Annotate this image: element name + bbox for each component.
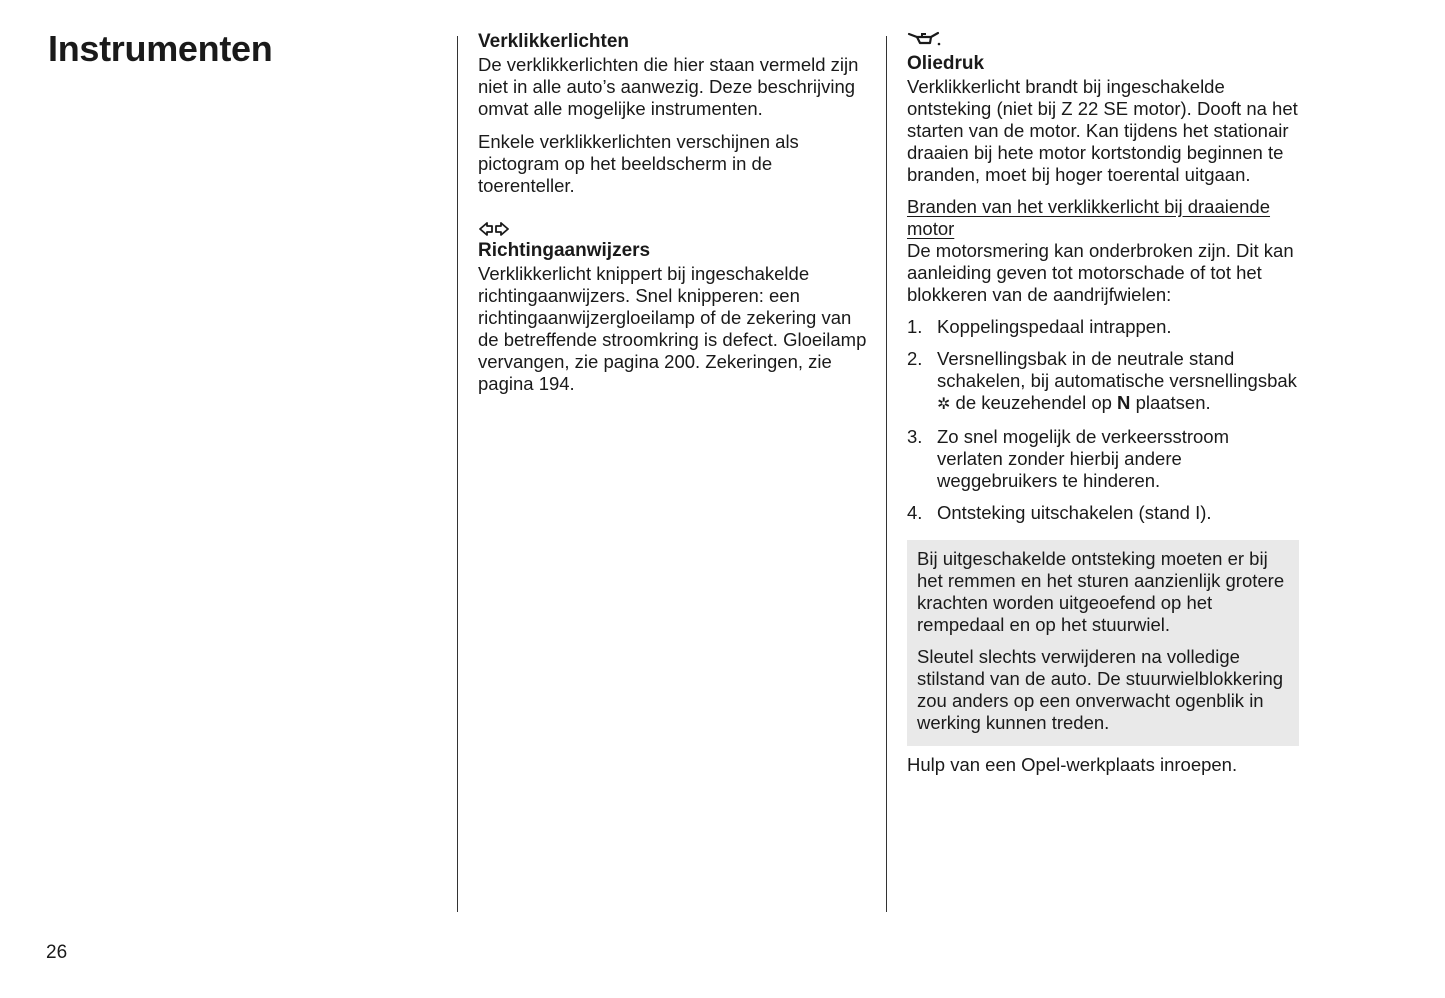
page-title: Instrumenten	[48, 28, 273, 69]
section-heading-oliedruk: Oliedruk	[907, 53, 985, 74]
closing-instruction: Hulp van een Opel-werkplaats inroepen.	[907, 754, 1238, 775]
oil-pressure-text: Verklikkerlicht brandt bij ingeschakelde ontsteking (niet bij Z 22 SE motor). Dooft na het starten van de motor. Kan tijdens het stationair draaien bij hete motor kortstondig beginnen te branden, moet bij hoger toerental uitgaan.	[907, 76, 1298, 185]
section-heading-richtingaanwijzers: Richtingaanwijzers	[478, 240, 651, 261]
turn-signal-arrows-icon	[478, 217, 510, 239]
turn-signal-section	[478, 217, 870, 395]
running-engine-text: De motorsmering kan onderbroken zijn. Dit kan aanleiding geven tot motorschade of tot het blokkeren van de aandrijfwielen:	[907, 240, 1294, 305]
warning-box	[907, 540, 1299, 746]
step-text: Zo snel mogelijk de verkeersstroom verlaten zonder hierbij andere weggebruikers te hinderen.	[937, 426, 1229, 491]
warning-paragraph: Sleutel slechts verwijderen na volledige stilstand van de auto. De stuurwielblokkering zou anders op een onverwacht ogenblik in werking kunnen treden.	[917, 646, 1284, 733]
list-item	[907, 348, 1299, 416]
action-steps-list	[907, 316, 1299, 524]
section-heading-verklikkerlichten: Verklikkerlichten	[478, 31, 630, 52]
automatic-gearbox-icon: ✲	[937, 396, 951, 413]
step-text: Ontsteking uitschakelen (stand I).	[937, 502, 1212, 523]
step-number: 2.	[907, 348, 923, 369]
intro-paragraph: De verklikkerlichten die hier staan vermeld zijn niet in alle auto’s aanwezig. Deze beschrijving omvat alle mogelijke instrumenten.	[478, 54, 859, 119]
step-number: 3.	[907, 426, 923, 447]
running-engine-heading: Branden van het verklikkerlicht bij draaiende motor	[907, 196, 1271, 239]
list-item	[907, 502, 1299, 524]
column-divider-left	[457, 36, 458, 912]
step-text: Koppelingspedaal intrappen.	[937, 316, 1172, 337]
oil-can-icon	[907, 28, 941, 50]
column-oliedruk	[907, 30, 1299, 776]
warning-paragraph: Bij uitgeschakelde ontsteking moeten er bij het remmen en het sturen aanzienlijk grotere krachten worden uitgeoefend op het rempedaal en op het stuurwiel.	[917, 548, 1285, 635]
column-verklikkerlichten	[478, 30, 870, 395]
pictogram-paragraph: Enkele verklikkerlichten verschijnen als pictogram op het beeldscherm in de toerenteller.	[478, 131, 799, 196]
page-number: 26	[46, 942, 68, 963]
list-item	[907, 426, 1299, 492]
step-number: 1.	[907, 316, 923, 337]
turn-signal-text: Verklikkerlicht knippert bij ingeschakelde richtingaanwijzers. Snel knipperen: een richtingaanwijzergloeilamp of de zekering van de betreffende stroomkring is defect. Gloeilamp vervangen, zie pagina 200. Zekeringen, zie pagina 194.	[478, 263, 867, 394]
list-item	[907, 316, 1299, 338]
column-divider-right	[886, 36, 887, 912]
step-text: Versnellingsbak in de neutrale stand schakelen, bij automatische versnellingsbak ✲ de keuzehendel op N plaatsen.	[937, 348, 1297, 413]
step-number: 4.	[907, 502, 923, 523]
